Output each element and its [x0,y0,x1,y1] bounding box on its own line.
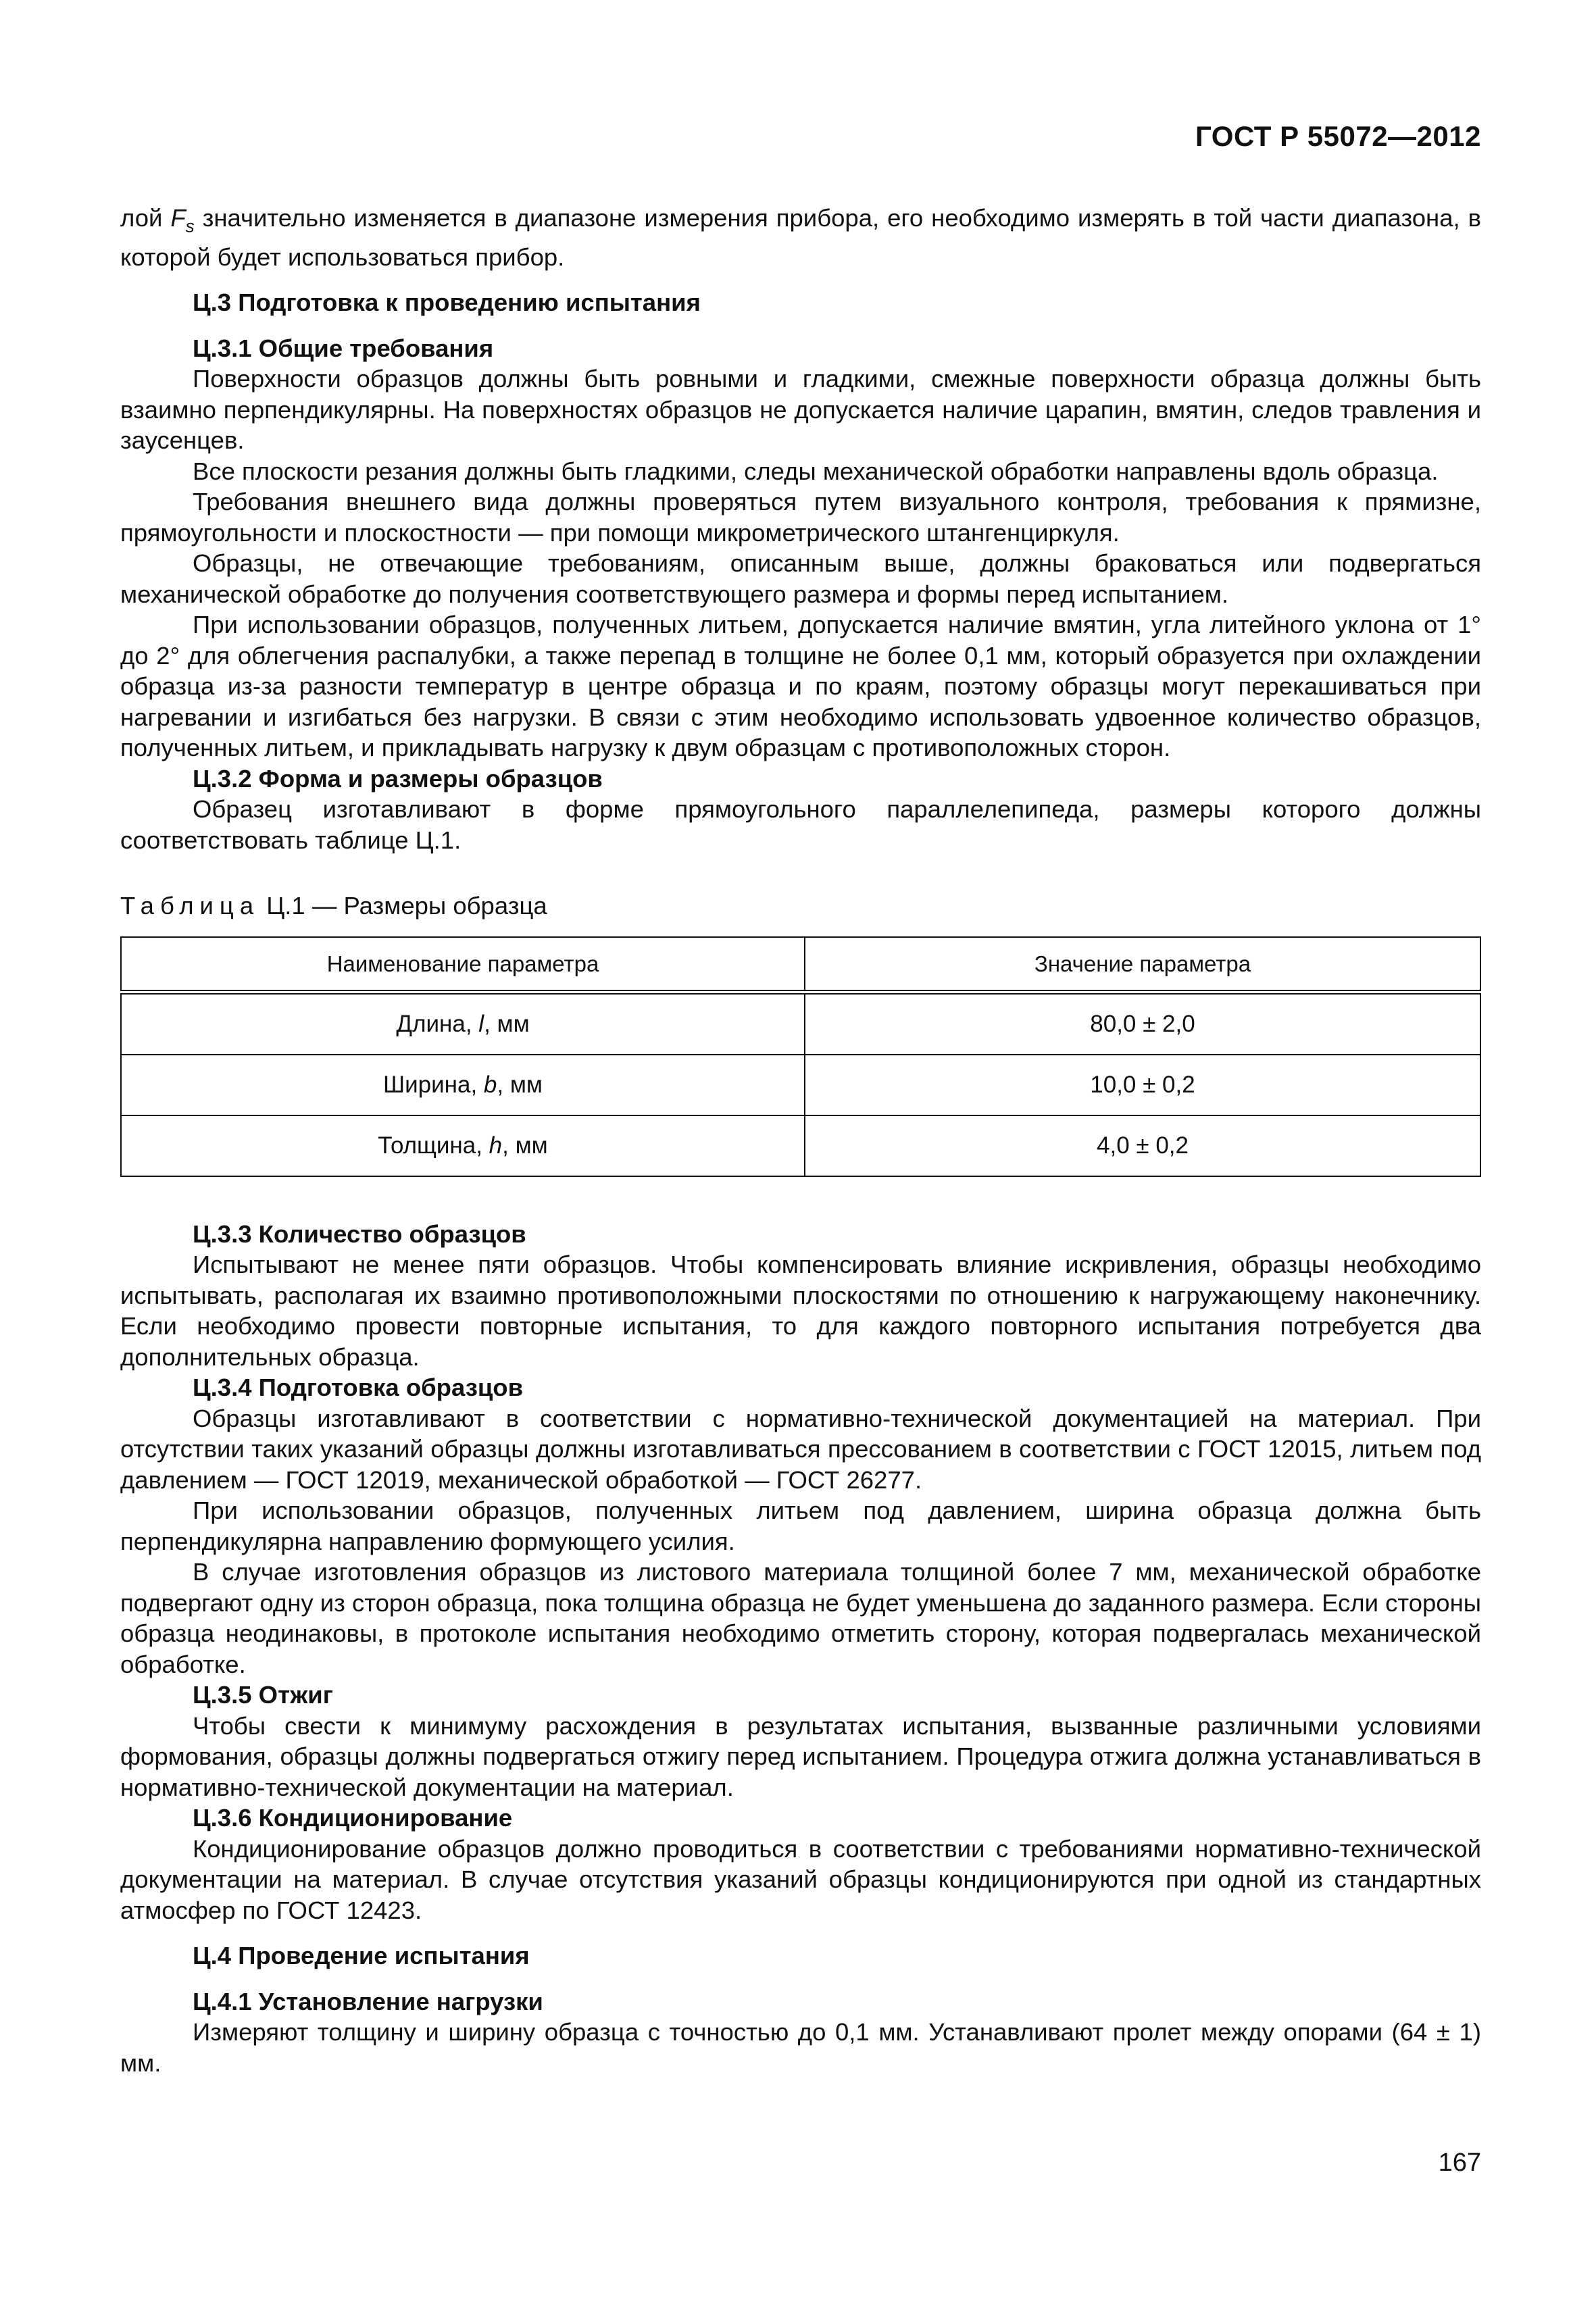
intro-subscript: s [185,216,195,236]
section-heading-c41: Ц.4.1 Установление нагрузки [193,1987,543,2015]
parameter-symbol: b [483,1072,497,1099]
paragraph: Образец изготавливают в форме прямоугольного параллелепипеда, размеры которого должны соответствовать таблице Ц.1. [120,795,1481,854]
section-heading-c33: Ц.3.3 Количество образцов [193,1219,526,1248]
table-row [121,1055,1480,1115]
parameter-cell [121,1115,805,1176]
parameter-unit: , мм [497,1072,543,1099]
section-heading-c35: Ц.3.5 Отжиг [193,1681,333,1709]
value-cell: 80,0 ± 2,0 [805,992,1480,1055]
parameter-cell [121,992,805,1055]
page-content [120,203,1481,2078]
paragraph: При использовании образцов, полученных литьем, допускается наличие вмятин, угла литейного уклона от 1° до 2° для облегчения распалубки, а также перепад в толщине не более 0,1 мм, который образуется при охлаждении образца из-за разности температур в центре образца и по краям, поэтому образцы могут перекашиваться при нагревании и изгибаться без нагрузки. В связи с этим необходимо использовать удвоенное количество образцов, полученных литьем, и прикладывать нагрузку к двум образцам с противоположных сторон. [120,611,1481,762]
page-number: 167 [1438,2148,1481,2177]
table-row [121,1115,1480,1176]
intro-variable: F [170,204,186,232]
parameter-unit: , мм [502,1132,548,1159]
paragraph: Чтобы свести к минимуму расхождения в результатах испытания, вызванные различными условиями формования, образцы должны подвергаться отжигу перед испытанием. Процедура отжига должна устанавливаться в нормативно-технической документации на материал. [120,1711,1481,1801]
intro-paragraph [120,203,1481,272]
document-header: ГОСТ Р 55072—2012 [1195,120,1481,152]
section-heading-c4: Ц.4 Проведение испытания [193,1942,530,1970]
paragraph: При использовании образцов, полученных литьем под давлением, ширина образца должна быть перпендикулярна направлению формующего усилия. [120,1496,1481,1555]
value-cell: 10,0 ± 0,2 [805,1055,1480,1115]
paragraph: Все плоскости резания должны быть гладкими, следы механической обработки направлены вдоль образца. [193,457,1439,485]
table-caption-label: Таблица [120,892,260,920]
column-header-parameter: Наименование параметра [121,937,805,992]
parameter-unit: , мм [484,1011,530,1038]
table-caption [120,890,1481,922]
section-heading-c36: Ц.3.6 Кондиционирование [193,1804,513,1832]
intro-text-start: лой [120,204,171,232]
paragraph: Поверхности образцов должны быть ровными и гладкими, смежные поверхности образца должны быть взаимно перпендикулярны. На поверхностях образцов не допускается наличие царапин, вмятин, следов травления и заусенцев. [120,365,1481,455]
parameter-name: Ширина, [383,1072,484,1099]
table-caption-title: Ц.1 — Размеры образца [259,892,547,920]
parameter-name: Толщина, [378,1132,489,1159]
paragraph: Образцы, не отвечающие требованиям, описанным выше, должны браковаться или подвергаться механической обработке до получения соответствующего размера и формы перед испытанием. [120,549,1481,608]
paragraph: Кондиционирование образцов должно проводиться в соответствии с требованиями нормативно-технической документации на материал. В случае отсутствия указаний образцы кондиционируются при одной из стандартных атмосфер по ГОСТ 12423. [120,1834,1481,1924]
parameter-cell [121,1055,805,1115]
section-heading-c32: Ц.3.2 Форма и размеры образцов [193,764,603,793]
section-heading-c3: Ц.3 Подготовка к проведению испытания [193,288,701,317]
table-header-row [121,937,1480,992]
specimen-dimensions-table [120,936,1481,1177]
paragraph: Требования внешнего вида должны проверяться путем визуального контроля, требования к прямизне, прямоугольности и плоскостности — при помощи микрометрического штангенциркуля. [120,488,1481,547]
section-heading-c31: Ц.3.1 Общие требования [193,334,494,362]
table-row [121,992,1480,1055]
paragraph: В случае изготовления образцов из листового материала толщиной более 7 мм, механической обработке подвергают одну из сторон образца, пока толщина образца не будет уменьшена до заданного размера. Если стороны образца неодинаковы, в протоколе испытания необходимо отметить сторону, которая подвергалась механической обработке. [120,1558,1481,1678]
intro-text-end: значительно изменяется в диапазоне измерения прибора, его необходимо измерять в той части диапазона, в которой будет использоваться прибор. [120,204,1481,271]
paragraph: Испытывают не менее пяти образцов. Чтобы компенсировать влияние искривления, образцы необходимо испытывать, располагая их взаимно противоположными плоскостями по отношению к нагружающему наконечнику. Если необходимо провести повторные испытания, то для каждого повторного испытания потребуется два дополнительных образца. [120,1251,1481,1371]
parameter-symbol: l [478,1011,484,1038]
paragraph: Образцы изготавливают в соответствии с нормативно-технической документацией на материал. При отсутствии таких указаний образцы должны изготавливаться прессованием в соответствии с ГОСТ 12015, литьем под давлением — ГОСТ 12019, механической обработкой — ГОСТ 26277. [120,1404,1481,1494]
parameter-symbol: h [489,1132,503,1159]
parameter-name: Длина, [396,1011,479,1038]
section-heading-c34: Ц.3.4 Подготовка образцов [193,1374,524,1402]
column-header-value: Значение параметра [805,937,1480,992]
value-cell: 4,0 ± 0,2 [805,1115,1480,1176]
paragraph: Измеряют толщину и ширину образца с точностью до 0,1 мм. Устанавливают пролет между опорами (64 ± 1) мм. [120,2018,1481,2077]
